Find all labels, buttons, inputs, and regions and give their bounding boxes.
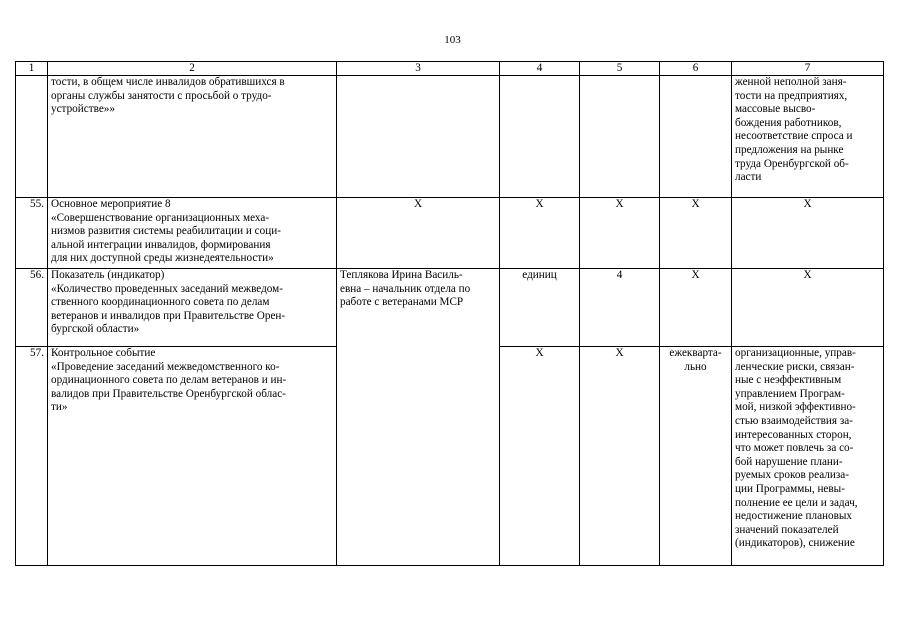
row-risks: организационные, управ- ленческие риски, связан- ные с неэффективным управлением Програм- мой, низкой эффективно- стью взаимодействия за- интересованных сторон, что может повлечь за со- бой нарушение плани- руемых сроков реализа- ции Программы, невы- полнение ее цели и задач, недостижение плановых значений показателей (индикаторов), снижение xyxy=(732,347,884,566)
row-risks: женной неполной заня- тости на предприятиях, массовые высво- бождения работников, несоответствие спроса и предложения на рынке труда Оренбургской об- ласти xyxy=(732,76,884,198)
row-description: Контрольное событие «Проведение заседаний межведомственного ко- ординационного совета по делам ветеранов и ин- валидов при Правительстве Оренбургской облас- ти» xyxy=(48,347,337,566)
row-unit: единиц xyxy=(500,269,580,347)
row-value: 4 xyxy=(580,269,660,347)
row-number: 56. xyxy=(16,269,48,347)
column-header: 5 xyxy=(580,62,660,76)
row-description: тости, в общем числе инвалидов обратившихся в органы службы занятости с просьбой о трудо- устройстве»» xyxy=(48,76,337,198)
row-period: ежекварта- льно xyxy=(660,347,732,566)
row-number xyxy=(16,76,48,198)
row-number: 57. xyxy=(16,347,48,566)
row-unit: X xyxy=(500,198,580,269)
page-number: 103 xyxy=(444,34,461,46)
row-value xyxy=(580,76,660,198)
table-row xyxy=(16,76,884,198)
table-header-row xyxy=(16,62,884,76)
row-value: X xyxy=(580,198,660,269)
column-header: 4 xyxy=(500,62,580,76)
column-header: 6 xyxy=(660,62,732,76)
row-risks: X xyxy=(732,198,884,269)
row-period: X xyxy=(660,269,732,347)
column-header: 3 xyxy=(337,62,500,76)
column-header: 1 xyxy=(16,62,48,76)
table-row xyxy=(16,198,884,269)
row-period: X xyxy=(660,198,732,269)
row-unit: X xyxy=(500,347,580,566)
measures-table xyxy=(15,61,884,566)
table-row xyxy=(16,269,884,347)
row-responsible xyxy=(337,76,500,198)
row-number: 55. xyxy=(16,198,48,269)
row-value: X xyxy=(580,347,660,566)
row-responsible: Теплякова Ирина Василь- евна – начальник отдела по работе с ветеранами МСР xyxy=(337,269,500,566)
row-description: Показатель (индикатор) «Количество проведенных заседаний межведом- ственного координационного совета по делам ветеранов и инвалидов при Правительстве Орен- бургской области» xyxy=(48,269,337,347)
row-period xyxy=(660,76,732,198)
column-header: 7 xyxy=(732,62,884,76)
row-description: Основное мероприятие 8 «Совершенствование организационных меха- низмов развития системы реабилитации и соци- альной интеграции инвалидов, формирования для них доступной среды жизнедеятельности» xyxy=(48,198,337,269)
row-responsible: X xyxy=(337,198,500,269)
row-unit xyxy=(500,76,580,198)
column-header: 2 xyxy=(48,62,337,76)
row-risks: X xyxy=(732,269,884,347)
